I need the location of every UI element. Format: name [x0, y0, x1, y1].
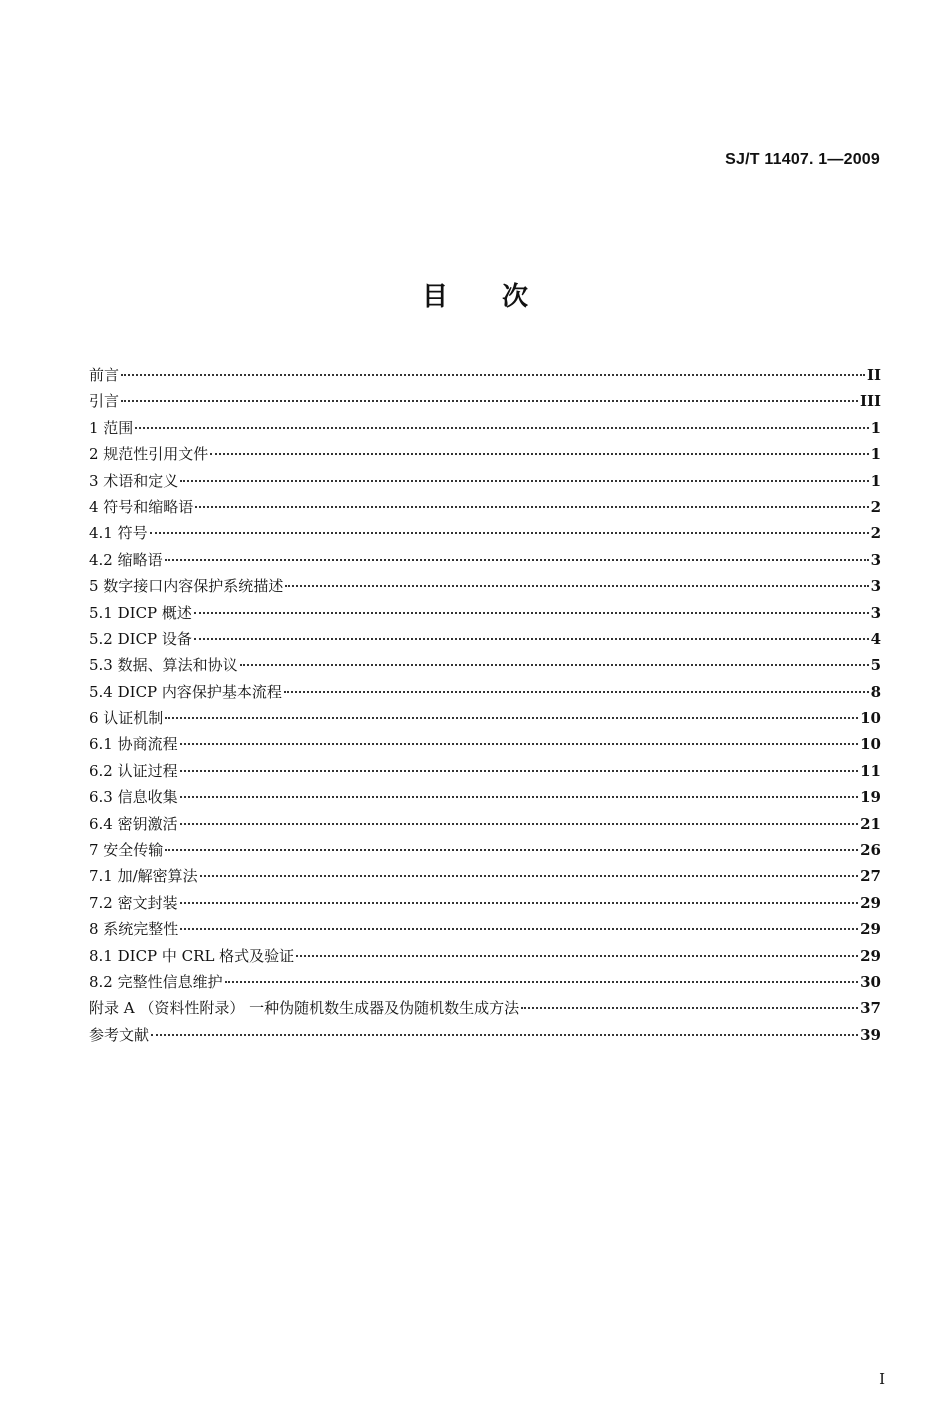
toc-dot-leader — [240, 664, 869, 666]
toc-entry[interactable] — [89, 784, 881, 810]
toc-entry[interactable] — [89, 943, 881, 969]
toc-entry-label: 6.2 认证过程 — [89, 761, 178, 780]
toc-entry[interactable] — [89, 573, 881, 599]
toc-entry[interactable] — [89, 758, 881, 784]
toc-dot-leader — [210, 453, 868, 455]
toc-dot-leader — [180, 770, 859, 772]
toc-entry-page: 1 — [870, 418, 881, 437]
toc-entry-page: 37 — [860, 999, 881, 1018]
toc-entry-label: 前言 — [89, 366, 120, 384]
toc-entry-page: 10 — [860, 735, 881, 754]
toc-dot-leader — [194, 612, 869, 614]
toc-entry-page: 2 — [870, 524, 881, 543]
toc-entry-label: 6.3 信息收集 — [89, 788, 178, 807]
toc-entry-label: 1 范围 — [89, 418, 134, 437]
toc-entry[interactable] — [89, 863, 881, 889]
toc-entry[interactable] — [89, 468, 881, 494]
toc-dot-leader — [135, 427, 868, 429]
toc-entry-label: 5 数字接口内容保护系统描述 — [89, 577, 284, 596]
toc-entry[interactable] — [89, 705, 881, 731]
toc-entry-label: 5.2 DICP 设备 — [89, 629, 192, 648]
toc-entry[interactable] — [89, 362, 881, 388]
toc-entry[interactable] — [89, 626, 881, 652]
toc-dot-leader — [180, 796, 859, 798]
toc-entry[interactable] — [89, 494, 881, 520]
toc-entry-page: 3 — [870, 577, 881, 596]
toc-entry-page: 3 — [870, 603, 881, 622]
toc-dot-leader — [296, 955, 858, 957]
toc-title: 目次 — [421, 282, 582, 312]
toc-entry-label: 7 安全传输 — [89, 841, 164, 860]
toc-entry-label: 附录 A （资料性附录） 一种伪随机数生成器及伪随机数生成方法 — [89, 999, 520, 1018]
toc-entry-label: 8.1 DICP 中 CRL 格式及验证 — [89, 946, 295, 965]
toc-entry-page: 4 — [870, 629, 881, 648]
toc-dot-leader — [165, 849, 858, 851]
toc-dot-leader — [180, 743, 859, 745]
toc-entry-page: 8 — [870, 682, 881, 701]
toc-entry-page: 1 — [870, 471, 881, 490]
toc-entry[interactable] — [89, 441, 881, 467]
toc-entry-label: 6 认证机制 — [89, 709, 164, 728]
toc-dot-leader — [165, 717, 858, 719]
toc-entry-label: 参考文献 — [89, 1025, 150, 1044]
toc-entry-label: 5.3 数据、算法和协议 — [89, 656, 238, 675]
toc-dot-leader — [200, 875, 858, 877]
toc-entry-label: 6.4 密钥激活 — [89, 814, 178, 833]
toc-entry-label: 3 术语和定义 — [89, 471, 179, 490]
toc-dot-leader — [285, 585, 868, 587]
toc-entry-page: 26 — [860, 841, 881, 860]
toc-entry[interactable] — [89, 388, 881, 414]
toc-entry[interactable] — [89, 995, 881, 1021]
toc-entry-page: 19 — [860, 788, 881, 807]
toc-entry-label: 4.2 缩略语 — [89, 550, 163, 569]
toc-entry-page: 1 — [870, 445, 881, 464]
toc-dot-leader — [195, 506, 868, 508]
toc-dot-leader — [150, 532, 869, 534]
toc-dot-leader — [151, 1034, 858, 1036]
toc-entry[interactable] — [89, 890, 881, 916]
toc-dot-leader — [180, 823, 859, 825]
page-number: I — [879, 1370, 885, 1388]
toc-dot-leader — [165, 559, 869, 561]
toc-entry-label: 5.4 DICP 内容保护基本流程 — [89, 682, 282, 701]
toc-entry-label: 7.2 密文封装 — [89, 893, 178, 912]
toc-entry[interactable] — [89, 679, 881, 705]
standard-code: SJ/T 11407. 1—2009 — [725, 151, 880, 168]
toc-entry-label: 7.1 加/解密算法 — [89, 867, 198, 886]
toc-dot-leader — [521, 1007, 858, 1009]
toc-dot-leader — [180, 480, 868, 482]
toc-entry-page: 39 — [860, 1025, 881, 1044]
toc-dot-leader — [284, 691, 869, 693]
toc-dot-leader — [225, 981, 859, 983]
toc-entry-page: III — [859, 392, 881, 411]
toc-entry[interactable] — [89, 916, 881, 942]
toc-dot-leader — [194, 638, 869, 640]
toc-dot-leader — [121, 400, 858, 402]
toc-entry-page: 21 — [860, 814, 881, 833]
toc-entry-page: 10 — [860, 709, 881, 728]
toc-entry-page: 29 — [860, 893, 881, 912]
toc-entry-label: 8.2 完整性信息维护 — [89, 972, 223, 991]
toc-entry-page: II — [866, 366, 881, 384]
toc-entry[interactable] — [89, 520, 881, 546]
toc-entry-page: 11 — [860, 761, 881, 780]
toc-entry-label: 4.1 符号 — [89, 524, 148, 543]
toc-entry-page: 2 — [870, 497, 881, 516]
toc-entry-label: 8 系统完整性 — [89, 920, 179, 939]
toc-entry-label: 4 符号和缩略语 — [89, 497, 194, 516]
toc-entry[interactable] — [89, 731, 881, 757]
toc-entry[interactable] — [89, 969, 881, 995]
toc-entry[interactable] — [89, 811, 881, 837]
toc-entry-page: 29 — [860, 920, 881, 939]
toc-entry-label: 6.1 协商流程 — [89, 735, 178, 754]
toc-entry-label: 引言 — [89, 392, 120, 411]
table-of-contents — [89, 362, 881, 1048]
toc-entry-label: 5.1 DICP 概述 — [89, 603, 192, 622]
toc-entry-page: 3 — [870, 550, 881, 569]
toc-entry-page: 29 — [860, 946, 881, 965]
toc-entry-page: 5 — [870, 656, 881, 675]
toc-entry-page: 30 — [860, 972, 881, 991]
toc-entry[interactable] — [89, 415, 881, 441]
toc-dot-leader — [180, 902, 859, 904]
toc-dot-leader — [121, 374, 865, 376]
toc-entry-label: 2 规范性引用文件 — [89, 445, 209, 464]
toc-entry[interactable] — [89, 600, 881, 626]
toc-entry[interactable] — [89, 652, 881, 678]
toc-entry[interactable] — [89, 1022, 881, 1048]
toc-entry[interactable] — [89, 547, 881, 573]
toc-entry[interactable] — [89, 837, 881, 863]
toc-entry-page: 27 — [860, 867, 881, 886]
toc-dot-leader — [180, 928, 858, 930]
